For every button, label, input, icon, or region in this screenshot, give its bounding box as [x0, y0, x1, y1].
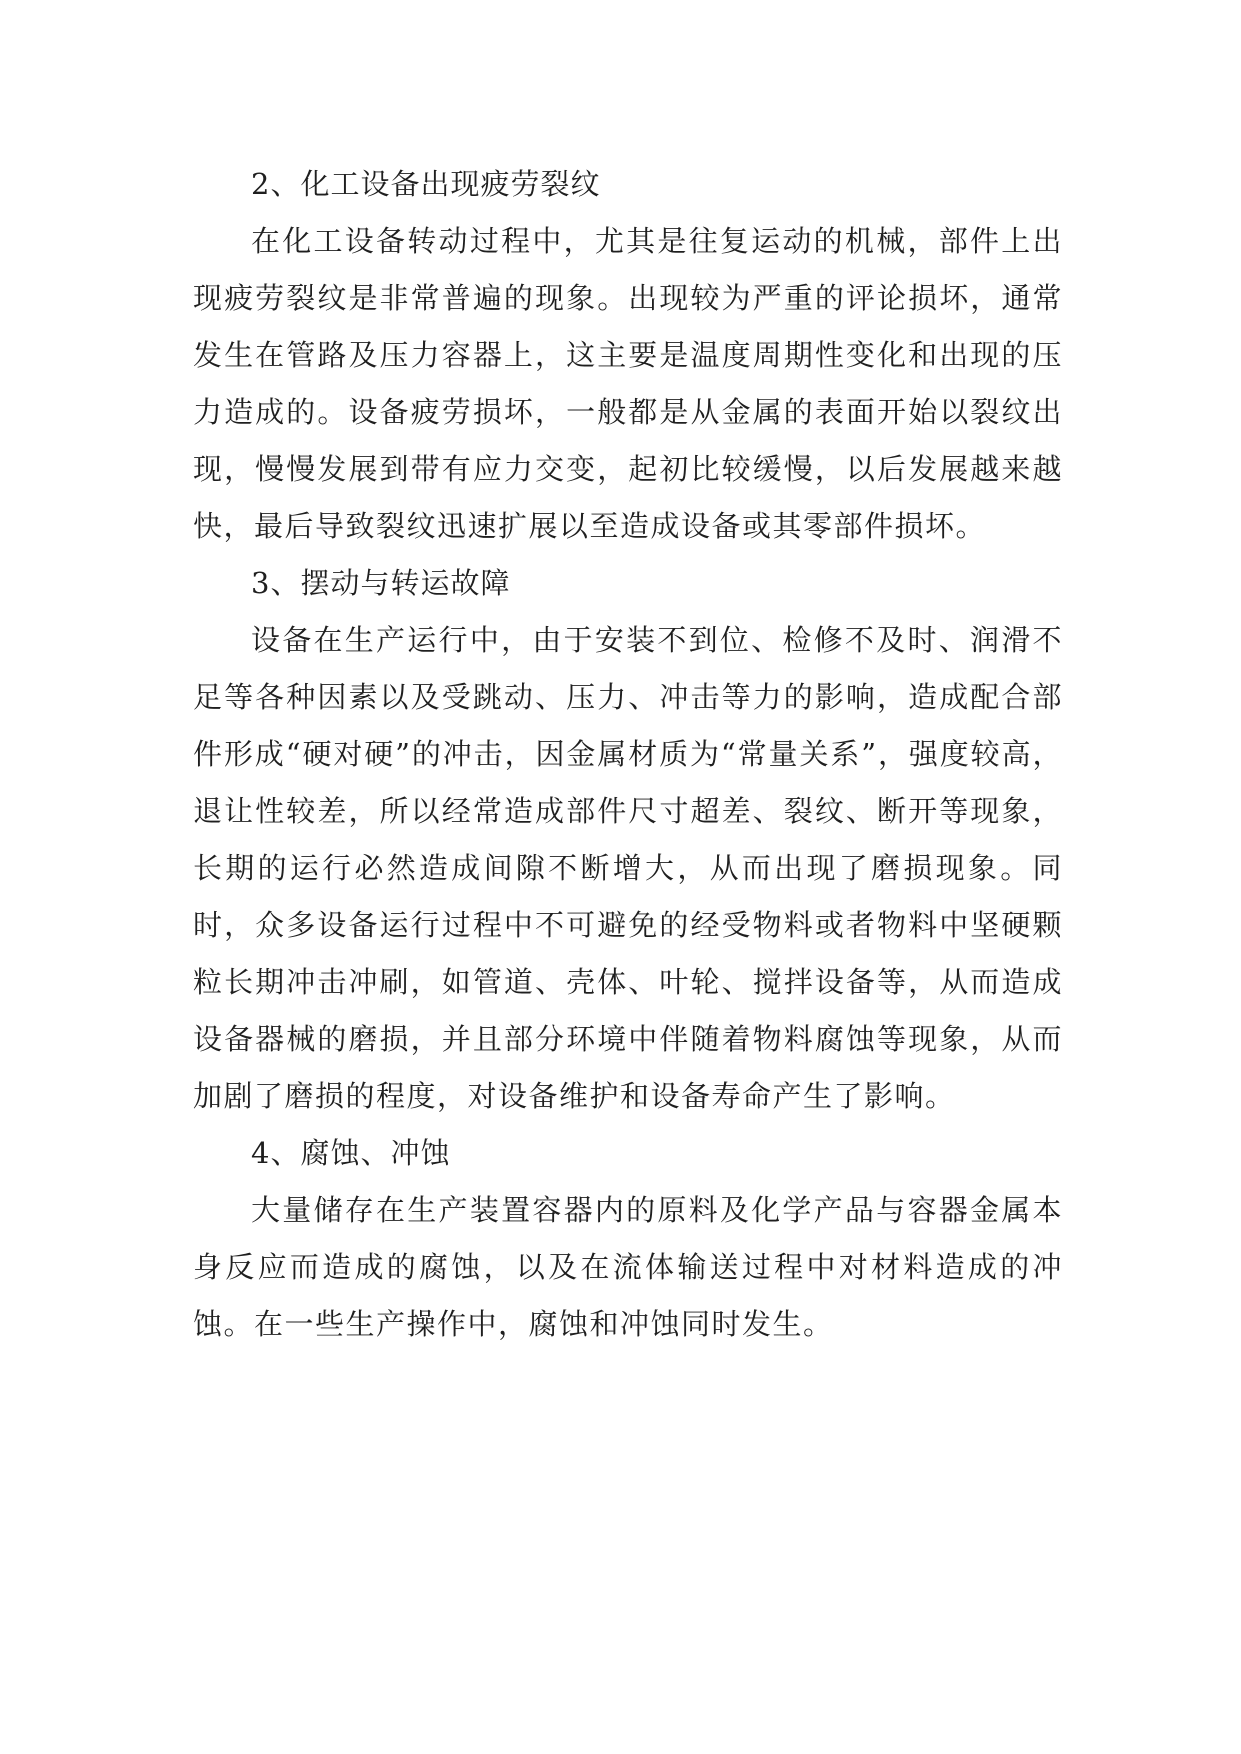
section-heading-fatigue-cracks: 2、化工设备出现疲劳裂纹: [251, 167, 601, 201]
paragraph-fatigue-cracks: 在化工设备转动过程中，尤其是往复运动的机械，部件上出现疲劳裂纹是非常普遍的现象。出现较为严重的评论损坏，通常发生在管路及压力容器上，这主要是温度周期性变化和出现的压力造成的。设备疲劳损坏，一般都是从金属的表面开始以裂纹出现，慢慢发展到带有应力交变，起初比较缓慢，以后发展越来越快，最后导致裂纹迅速扩展以至造成设备或其零部件损坏。: [193, 224, 1063, 543]
section-heading-corrosion-erosion: 4、腐蚀、冲蚀: [251, 1136, 451, 1170]
document-body: [193, 156, 1063, 1353]
paragraph-swing-transfer-faults: 设备在生产运行中，由于安装不到位、检修不及时、润滑不足等各种因素以及受跳动、压力、冲击等力的影响，造成配合部件形成“硬对硬”的冲击，因金属材质为“常量关系”，强度较高，退让性较差，所以经常造成部件尺寸超差、裂纹、断开等现象，长期的运行必然造成间隙不断增大，从而出现了磨损现象。同时，众多设备运行过程中不可避免的经受物料或者物料中坚硬颗粒长期冲击冲刷，如管道、壳体、叶轮、搅拌设备等，从而造成设备器械的磨损，并且部分环境中伴随着物料腐蚀等现象，从而加剧了磨损的程度，对设备维护和设备寿命产生了影响。: [193, 623, 1063, 1113]
paragraph-corrosion-erosion: 大量储存在生产装置容器内的原料及化学产品与容器金属本身反应而造成的腐蚀，以及在流体输送过程中对材料造成的冲蚀。在一些生产操作中，腐蚀和冲蚀同时发生。: [193, 1193, 1063, 1341]
section-heading-swing-transfer-faults: 3、摆动与转运故障: [251, 566, 511, 600]
